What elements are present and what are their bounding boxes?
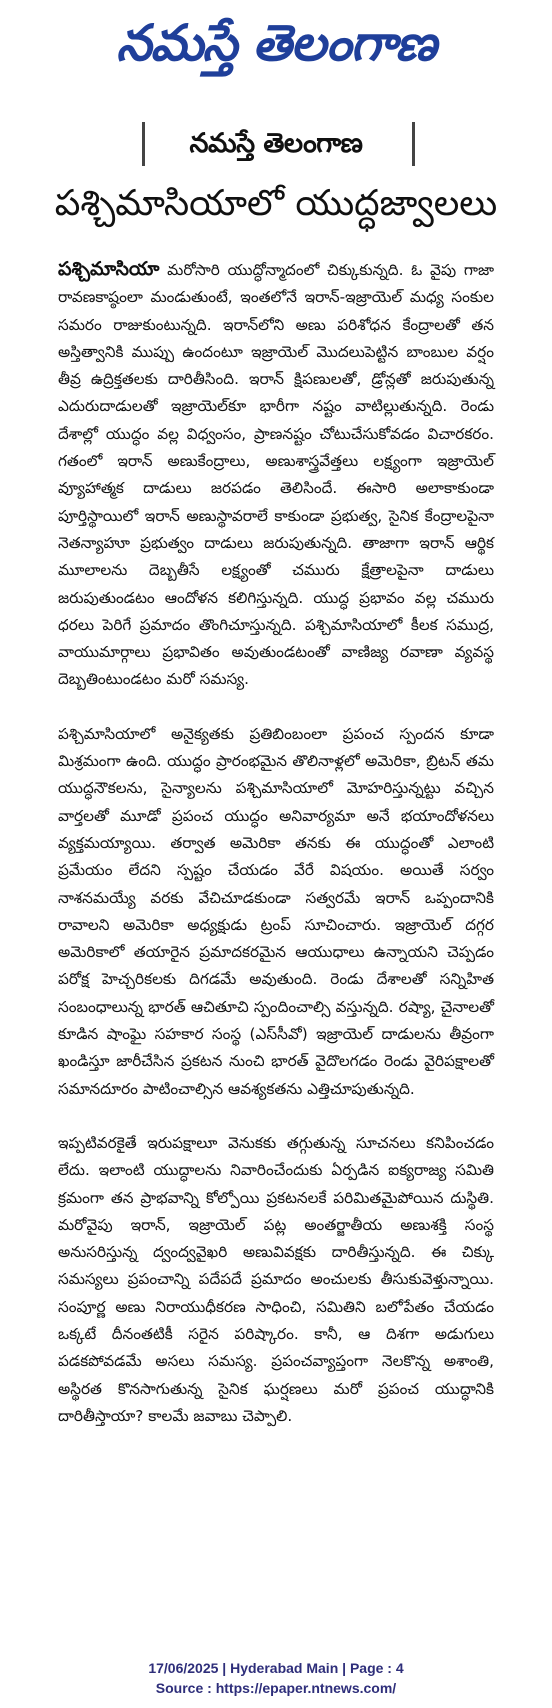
source-link[interactable]: Source : https://epaper.ntnews.com/ xyxy=(155,1680,397,1696)
article-body xyxy=(58,256,494,1430)
masthead-logo xyxy=(0,8,552,78)
edition-info: 17/06/2025 | Hyderabad Main | Page : 4 xyxy=(148,1660,404,1676)
editorial-banner xyxy=(0,118,552,168)
lead-word: పశ్చిమాసియా xyxy=(58,258,160,280)
paragraph-1 xyxy=(58,256,494,694)
paragraph-2: పశ్చిమాసియాలో అనైక్యతకు ప్రతిబింబంలా ప్రపంచ స్పందన కూడా మిశ్రమంగా ఉంది. యుద్ధం ప్రారంభమైన తొలినాళ్లలో అమెరికా, బ్రిటన్ తమ యుద్ధనౌకలను, సైన్యాలను పశ్చిమాసియాలో మోహరిస్తున్నట్టు వచ్చిన వార్తలతో మూడో ప్రపంచ యుద్ధం అనివార్యమా అనే భయాందోళనలు వ్యక్తమయ్యాయి. తర్వాత అమెరికా తనకు ఈ యుద్ధంతో ఎలాంటి ప్రమేయం లేదని స్పష్టం చేయడం వేరే విషయం. అయితే సర్వం నాశనమయ్యే వరకు వేచిచూడకుండా సత్వరమే ఇరాన్ ఒప్పందానికి రావాలని అమెరికా అధ్యక్షుడు ట్రంప్ సూచించారు. ఇజ్రాయెల్ దగ్గర అమెరికాలో తయారైన ప్రమాదకరమైన ఆయుధాలు ఉన్నాయని చెప్పడం పరోక్ష హెచ్చరికలకు దిగడమే అవుతుంది. రెండు దేశాలతో సన్నిహిత సంబంధాలున్న భారత్ ఆచితూచి స్పందించాల్సి వస్తున్నది. రష్యా, చైనాలతో కూడిన షాంఘై సహకార సంస్థ (ఎస్‌సీవో) ఇజ్రాయెల్ దాడులను తీవ్రంగా ఖండిస్తూ జారీచేసిన ప్రకటన నుంచి భారత్ వైదొలగడం రెండు వైరిపక్షాలతో సమానదూరం పాటించాల్సిన ఆవశ్యకతను ఎత్తిచూపుతున్నది. xyxy=(58,724,494,1098)
article-headline: పశ్చిమాసియాలో యుద్ధజ్వాలలు xyxy=(54,183,498,224)
divider-right xyxy=(412,122,415,166)
editorial-label: నమస్తే తెలంగాణ xyxy=(189,128,363,159)
page-footer xyxy=(0,1658,552,1698)
paragraph-1-text: మరోసారి యుద్ధోన్మాదంలో చిక్కుకున్నది. ఓ వైపు గాజా రావణకాష్ఠంలా మండుతుంటే, ఇంతలోనే ఇరాన్-ఇజ్రాయెల్ మధ్య సంకుల సమరం రాజుకుంటున్నది. ఇరాన్‌లోని అణు పరిశోధన కేంద్రాలతో తన అస్తిత్వానికి ముప్పు ఉందంటూ ఇజ్రాయెల్ మొదలుపెట్టిన బాంబుల వర్షం తీవ్ర ఉద్రిక్తతలకు దారితీసింది. ఇరాన్ క్షిపణులతో, డ్రోన్లతో జరుపుతున్న ఎదురుదాడులతో ఇజ్రాయెల్‌కూ భారీగా నష్టం వాటిల్లుతున్నది. రెండు దేశాల్లో యుద్ధం వల్ల విధ్వంసం, ప్రాణనష్టం చోటుచేసుకోవడం విచారకరం. గతంలో ఇరాన్ అణుకేంద్రాలు, అణుశాస్త్రవేత్తలు లక్ష్యంగా ఇజ్రాయెల్ వ్యూహాత్మక దాడులు జరపడం తెలిసిందే. ఈసారి అలాకాకుండా పూర్తిస్థాయిలో ఇరాన్ అణుస్థావరాలే కాకుండా ప్రభుత్వ, సైనిక కేంద్రాలపైనా నెతన్యాహూ ప్రభుత్వం దాడులు జరుపుతున్నది. తాజాగా ఇరాన్ ఆర్థిక మూలాలను దెబ్బతీసే లక్ష్యంతో చమురు క్షేత్రాలపైనా దాడులు జరుపుతుండటం ఆందోళన కలిగిస్తున్నది. యుద్ధ ప్రభావం వల్ల చమురు ధరలు పెరిగే ప్రమాదం తొంగిచూస్తున్నది. పశ్చిమాసియాలో కీలక సముద్ర, వాయుమార్గాలు ప్రభావితం అవుతుండటంతో వాణిజ్య రవాణా వ్యవస్థ దెబ్బతింటుండటం మరో సమస్య. xyxy=(58,261,494,689)
masthead-title: నమస్తే తెలంగాణ xyxy=(116,14,436,72)
paragraph-3: ఇప్పటివరకైతే ఇరుపక్షాలూ వెనుకకు తగ్గుతున్న సూచనలు కనిపించడం లేదు. ఇలాంటి యుద్ధాలను నివారించేందుకు ఏర్పడిన ఐక్యరాజ్య సమితి క్రమంగా తన ప్రాభవాన్ని కోల్పోయి ప్రకటనలకే పరిమితమైపోయిన దుస్థితి. మరోవైపు ఇరాన్, ఇజ్రాయెల్ పట్ల అంతర్జాతీయ అణుశక్తి సంస్థ అనుసరిస్తున్న ద్వంద్వవైఖరి అణువివక్షకు దారితీస్తున్నది. ఈ చిక్కు సమస్యలు ప్రపంచాన్ని పదేపదే ప్రమాదం అంచులకు తీసుకువెళ్తున్నాయి. సంపూర్ణ అణు నిరాయుధీకరణ సాధించి, సమితిని బలోపేతం చేయడం ఒక్కటే దీనంతటికీ సరైన పరిష్కారం. కానీ, ఆ దిశగా అడుగులు పడకపోవడమే అసలు సమస్య. ప్రపంచవ్యాప్తంగా నెలకొన్న అశాంతి, అస్థిరత కొనసాగుతున్న సైనిక ఘర్షణలు మరో ప్రపంచ యుద్ధానికి దారితీస్తాయా? కాలమే జవాబు చెప్పాలి. xyxy=(58,1133,494,1425)
divider-left xyxy=(142,122,145,166)
